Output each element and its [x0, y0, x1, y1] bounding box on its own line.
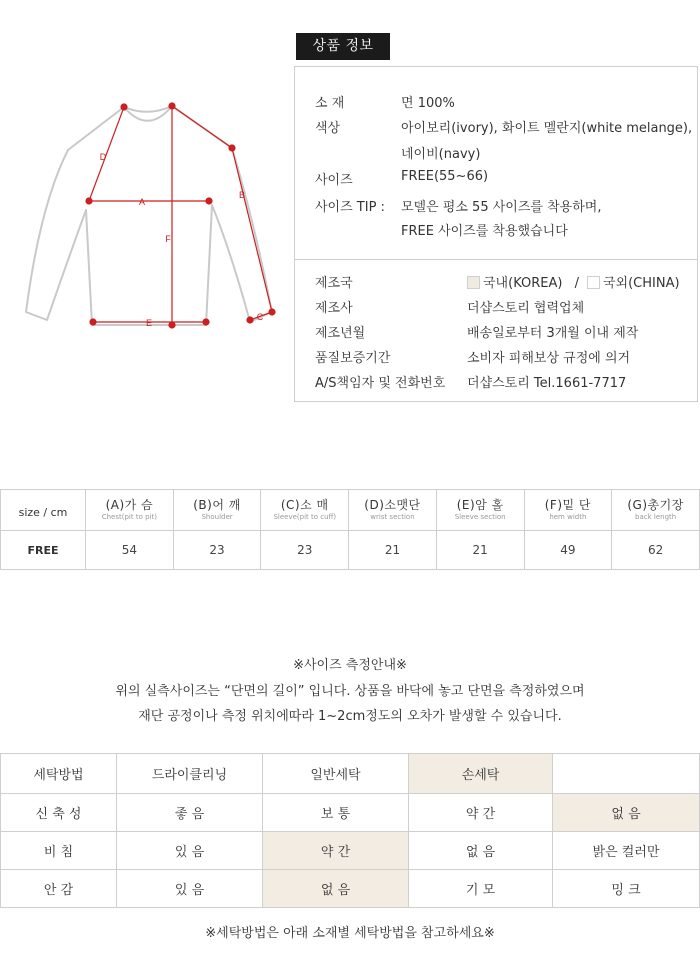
- col-chest-sub: Chest(pit to pit): [101, 513, 157, 521]
- sheer-slight: 약 간: [263, 832, 409, 870]
- col-length-label: (G)총기장: [627, 498, 684, 512]
- garment-size-diagram: [20, 95, 285, 335]
- stretch-normal: 보 통: [263, 794, 409, 832]
- garment-outline: [26, 106, 272, 325]
- label-d: D: [99, 152, 107, 162]
- origin-value: [467, 272, 680, 291]
- col-length-sub: back length: [635, 513, 677, 521]
- col-hem-label: (F)밑 단: [544, 498, 591, 512]
- sheer-light-only: 밝은 컬러만: [553, 832, 700, 870]
- size-tip-label: 사이즈 TIP :: [315, 200, 385, 215]
- lining-brushed: 기 모: [409, 870, 553, 908]
- manufacturer-label: 제조사: [315, 301, 353, 316]
- col-armhole-label: (E)암 홀: [456, 498, 504, 512]
- size-tip-line2: FREE 사이즈를 착용했습니다: [401, 224, 568, 239]
- sheer-yes: 있 음: [117, 832, 263, 870]
- armhole-value: 21: [436, 531, 524, 570]
- as-contact-label: A/S책임자 및 전화번호: [315, 376, 446, 391]
- col-armhole: [436, 490, 524, 531]
- label-e: E: [145, 318, 153, 328]
- product-info-box: [294, 66, 698, 402]
- product-info-header: 상품 정보: [296, 33, 390, 60]
- wash-method-label: 세탁방법: [1, 754, 117, 794]
- col-sleeve: [261, 490, 349, 531]
- notice-line-1: 위의 실측사이즈는 “단면의 길이” 입니다. 상품을 바닥에 놓고 단면을 측정하였으며: [115, 684, 585, 699]
- table-row: [1, 531, 700, 570]
- col-armhole-sub: Sleeve section: [454, 513, 506, 521]
- col-shoulder-label: (B)어 깨: [193, 498, 241, 512]
- wash-table: [0, 753, 700, 908]
- stretch-good: 좋 음: [117, 794, 263, 832]
- size-unit-header: [1, 490, 86, 531]
- foreign-checkbox: [587, 276, 600, 289]
- size-value: FREE(55~66): [401, 169, 489, 184]
- col-sleeve-sub: Sleeve(pit to cuff): [273, 513, 337, 521]
- as-contact-value: 더샵스토리 Tel.1661-7717: [467, 376, 627, 391]
- color-label: 색상: [315, 121, 341, 136]
- wash-dry-clean: 드라이클리닝: [117, 754, 263, 794]
- sheer-none: 없 음: [409, 832, 553, 870]
- sleeve-value: 23: [261, 531, 349, 570]
- col-chest: [86, 490, 174, 531]
- material-value: 면 100%: [401, 96, 455, 111]
- size-table-header: [1, 490, 700, 531]
- warranty-label: 품질보증기간: [315, 351, 391, 366]
- size-label: 사이즈: [315, 173, 353, 188]
- length-value: 62: [612, 531, 700, 570]
- label-b: B: [238, 190, 246, 200]
- size-tip-line1: 모델은 평소 55 사이즈를 착용하며,: [401, 200, 602, 215]
- hem-value: 49: [524, 531, 612, 570]
- col-length: [612, 490, 700, 531]
- warranty-value: 소비자 피해보상 규정에 의거: [467, 351, 631, 366]
- wrist-value: 21: [349, 531, 437, 570]
- color-value-line2: 네이비(navy): [401, 147, 481, 162]
- measurement-lines: [86, 103, 275, 328]
- lining-yes: 있 음: [117, 870, 263, 908]
- manufacture-date-label: 제조년월: [315, 326, 366, 341]
- origin-label: 제조국: [315, 276, 353, 291]
- col-wrist-sub: wrist section: [370, 513, 415, 521]
- domestic-checkbox: [467, 276, 480, 289]
- size-name-cell: [1, 531, 86, 570]
- notice-title: ※사이즈 측정안내※: [293, 658, 407, 673]
- wash-row-method: [1, 754, 700, 794]
- col-hem-sub: hem width: [549, 513, 587, 521]
- wash-footnote: ※세탁방법은 아래 소재별 세탁방법을 참고하세요※: [205, 926, 495, 941]
- domestic-label: 국내(KOREA): [483, 276, 563, 291]
- wash-normal: 일반세탁: [263, 754, 409, 794]
- wash-row-lining: [1, 870, 700, 908]
- label-c: C: [256, 312, 264, 322]
- col-shoulder: [173, 490, 261, 531]
- col-wrist-label: (D)소맷단: [364, 498, 421, 512]
- stretch-slight: 약 간: [409, 794, 553, 832]
- label-a: A: [138, 197, 146, 207]
- manufacturer-value: 더샵스토리 협력업체: [467, 301, 585, 316]
- wash-empty: [553, 754, 700, 794]
- foreign-label: 국외(CHINA): [602, 276, 680, 291]
- wash-row-stretch: [1, 794, 700, 832]
- chest-value: 54: [86, 531, 174, 570]
- col-sleeve-label: (C)소 매: [280, 498, 329, 512]
- col-hem: [524, 490, 612, 531]
- info-divider: [295, 259, 697, 260]
- size-unit-text: size / cm: [18, 505, 68, 519]
- wash-hand: 손세탁: [409, 754, 553, 794]
- size-table: [0, 489, 700, 570]
- size-name: FREE: [27, 544, 59, 557]
- wash-row-sheer: [1, 832, 700, 870]
- sheer-label: 비 침: [1, 832, 117, 870]
- label-f: F: [165, 234, 171, 244]
- stretch-label: 신 축 성: [1, 794, 117, 832]
- col-chest-label: (A)가 슴: [105, 498, 154, 512]
- lining-mink: 밍 크: [553, 870, 700, 908]
- manufacture-date-value: 배송일로부터 3개월 이내 제작: [467, 326, 639, 341]
- color-value-line1: 아이보리(ivory), 화이트 멜란지(white melange),: [401, 121, 693, 136]
- col-shoulder-sub: Shoulder: [201, 513, 233, 521]
- col-wrist: [349, 490, 437, 531]
- lining-none: 없 음: [263, 870, 409, 908]
- origin-separator: /: [574, 276, 579, 291]
- notice-line-2: 재단 공정이나 측정 위치에따라 1~2cm정도의 오차가 발생할 수 있습니다.: [138, 709, 562, 724]
- stretch-none: 없 음: [553, 794, 700, 832]
- shoulder-value: 23: [173, 531, 261, 570]
- lining-label: 안 감: [1, 870, 117, 908]
- material-label: 소 재: [315, 96, 345, 111]
